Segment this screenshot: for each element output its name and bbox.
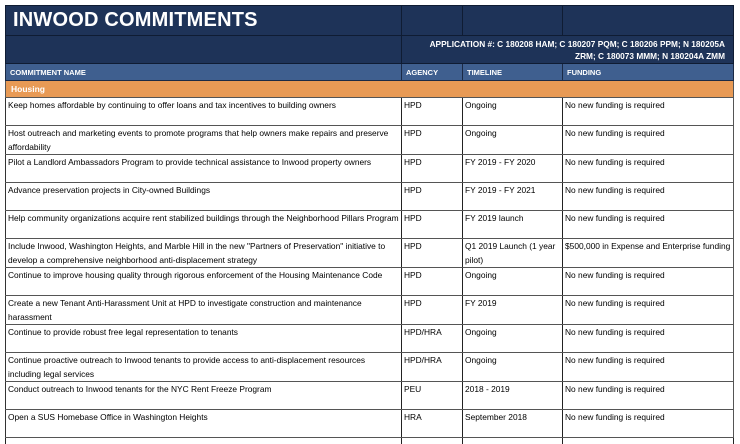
funding-cell: No new funding is required <box>563 296 734 325</box>
timeline-cell: FY 2019 - FY 2020 <box>463 155 563 183</box>
table-row <box>6 126 734 155</box>
agency-cell: HPD <box>402 126 463 155</box>
agency-cell: HPD <box>402 268 463 296</box>
header-timeline: TIMELINE <box>463 64 563 81</box>
agency-cell: HPD <box>402 296 463 325</box>
timeline-cell: Q1 2019 Launch (1 year pilot) <box>463 239 563 268</box>
column-header-row <box>6 64 734 81</box>
table-row <box>6 325 734 353</box>
table-row <box>6 211 734 239</box>
timeline-cell: Ongoing <box>463 126 563 155</box>
funding-cell: No new funding is required <box>563 325 734 353</box>
partial-cell <box>463 438 563 444</box>
timeline-cell: September 2018 <box>463 410 563 438</box>
partial-cell <box>6 438 402 444</box>
commitment-name-cell: Continue to provide robust free legal representation to tenants <box>6 325 402 353</box>
timeline-cell: Ongoing <box>463 98 563 126</box>
timeline-cell: Ongoing <box>463 353 563 382</box>
timeline-cell: Ongoing <box>463 268 563 296</box>
timeline-cell: FY 2019 <box>463 296 563 325</box>
partial-cell <box>402 438 463 444</box>
funding-cell: No new funding is required <box>563 382 734 410</box>
timeline-cell: Ongoing <box>463 325 563 353</box>
commitment-name-cell: Create a new Tenant Anti-Harassment Unit at HPD to investigate construction and maintenance harassment <box>6 296 402 325</box>
agency-cell: HRA <box>402 410 463 438</box>
header-funding: FUNDING <box>563 64 734 81</box>
funding-cell: No new funding is required <box>563 211 734 239</box>
table-row <box>6 296 734 325</box>
application-cell <box>402 36 734 64</box>
commitment-name-cell: Open a SUS Homebase Office in Washington Heights <box>6 410 402 438</box>
agency-cell: PEU <box>402 382 463 410</box>
table-row-partial <box>6 438 734 444</box>
section-label: Housing <box>6 81 734 98</box>
agency-cell: HPD <box>402 98 463 126</box>
commitment-name-cell: Continue to improve housing quality through rigorous enforcement of the Housing Maintenance Code <box>6 268 402 296</box>
table-row <box>6 382 734 410</box>
table-row <box>6 98 734 126</box>
title-blank-cell <box>563 6 734 36</box>
application-blank-cell <box>6 36 402 64</box>
partial-cell <box>563 438 734 444</box>
funding-cell: No new funding is required <box>563 126 734 155</box>
commitment-name-cell: Continue proactive outreach to Inwood tenants to provide access to anti-displacement resources including legal services <box>6 353 402 382</box>
table-row <box>6 155 734 183</box>
funding-cell: $500,000 in Expense and Enterprise funding <box>563 239 734 268</box>
commitment-name-cell: Help community organizations acquire rent stabilized buildings through the Neighborhood Pillars Program <box>6 211 402 239</box>
title-cell <box>6 6 402 36</box>
agency-cell: HPD/HRA <box>402 353 463 382</box>
table-row <box>6 183 734 211</box>
table-row <box>6 268 734 296</box>
funding-cell: No new funding is required <box>563 410 734 438</box>
timeline-cell: FY 2019 launch <box>463 211 563 239</box>
agency-cell: HPD <box>402 155 463 183</box>
document-title: INWOOD COMMITMENTS <box>13 9 258 31</box>
section-row-housing <box>6 81 734 98</box>
funding-cell: No new funding is required <box>563 183 734 211</box>
table-row <box>6 353 734 382</box>
funding-cell: No new funding is required <box>563 98 734 126</box>
timeline-cell: FY 2019 - FY 2021 <box>463 183 563 211</box>
timeline-cell: 2018 - 2019 <box>463 382 563 410</box>
commitment-name-cell: Keep homes affordable by continuing to offer loans and tax incentives to building owners <box>6 98 402 126</box>
commitment-name-cell: Include Inwood, Washington Heights, and Marble Hill in the new "Partners of Preservation" initiative to develop a comprehensive neighborhood anti-displacement strategy <box>6 239 402 268</box>
commitment-rows <box>6 98 734 438</box>
funding-cell: No new funding is required <box>563 268 734 296</box>
commitment-name-cell: Pilot a Landlord Ambassadors Program to provide technical assistance to Inwood property owners <box>6 155 402 183</box>
funding-cell: No new funding is required <box>563 353 734 382</box>
agency-cell: HPD <box>402 183 463 211</box>
commitment-name-cell: Conduct outreach to Inwood tenants for the NYC Rent Freeze Program <box>6 382 402 410</box>
agency-cell: HPD <box>402 211 463 239</box>
table-row <box>6 239 734 268</box>
application-row <box>6 36 734 64</box>
agency-cell: HPD/HRA <box>402 325 463 353</box>
funding-cell: No new funding is required <box>563 155 734 183</box>
header-commitment-name: COMMITMENT NAME <box>6 64 402 81</box>
commitment-name-cell: Host outreach and marketing events to promote programs that help owners make repairs and preserve affordability <box>6 126 402 155</box>
title-blank-cell <box>402 6 463 36</box>
header-agency: AGENCY <box>402 64 463 81</box>
title-row <box>6 6 734 36</box>
commitments-sheet <box>5 5 733 444</box>
application-numbers: APPLICATION #: C 180208 HAM; C 180207 PQM; C 180206 PPM; N 180205A ZRM; C 180073 MMM; N 180204A ZMM <box>429 39 725 61</box>
commitment-name-cell: Advance preservation projects in City-owned Buildings <box>6 183 402 211</box>
table-row <box>6 410 734 438</box>
title-blank-cell <box>463 6 563 36</box>
commitments-table <box>5 5 734 444</box>
agency-cell: HPD <box>402 239 463 268</box>
